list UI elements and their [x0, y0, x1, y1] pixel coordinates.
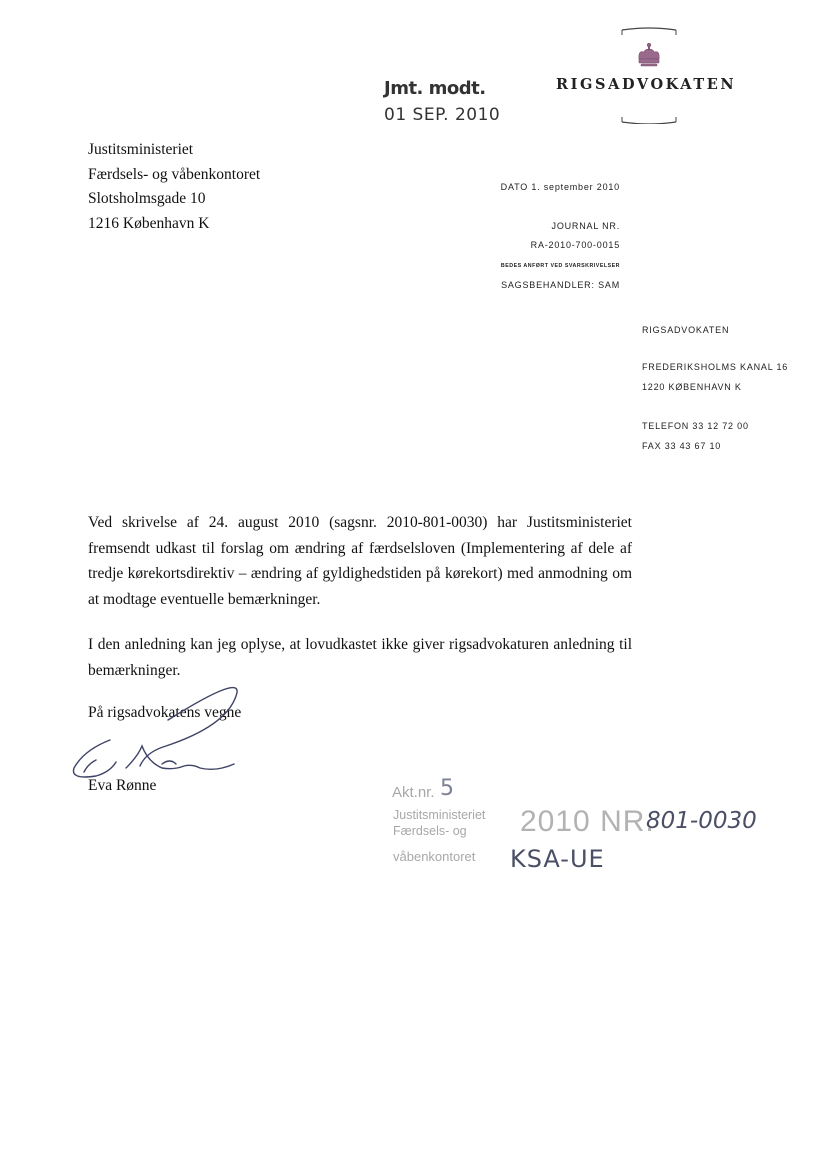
received-stamp — [384, 78, 500, 125]
sender-name: RIGSADVOKATEN — [642, 325, 730, 335]
registration-akt-number: 5 — [440, 776, 454, 801]
registration-case-number: 801-0030 — [646, 808, 757, 834]
recipient-line: Færdsels- og våbenkontoret — [88, 165, 261, 183]
sender-fax: FAX 33 43 67 10 — [642, 441, 722, 451]
registration-unit: KSA-UE — [510, 845, 605, 873]
case-handler: SAGSBEHANDLER: SAM — [501, 280, 620, 290]
registration-line: Justitsministeriet — [393, 808, 486, 822]
journal-label: JOURNAL NR. — [551, 221, 620, 231]
received-stamp-label: Jmt. modt. — [384, 78, 486, 99]
handwritten-signature — [66, 676, 246, 786]
received-stamp-date: 01 SEP. 2010 — [384, 105, 501, 125]
sender-city: 1220 KØBENHAVN K — [642, 382, 742, 392]
registration-line: Færdsels- og — [393, 824, 467, 838]
journal-note: BEDES ANFØRT VED SVARSKRIVELSER — [500, 263, 620, 269]
registration-akt-label: Akt.nr. — [392, 784, 435, 801]
brand-name: RIGSADVOKATEN — [556, 76, 737, 93]
crown-emblem — [620, 26, 678, 124]
recipient-line: 1216 København K — [88, 214, 210, 232]
signer-name: Eva Rønne — [88, 777, 157, 794]
recipient-line: Justitsministeriet — [88, 141, 194, 158]
journal-number: RA-2010-700-0015 — [530, 240, 620, 250]
body-paragraph-2: I den anledning kan jeg oplyse, at lovudkastet ikke giver rigsadvokaturen anledning til bemærkninger. — [88, 636, 632, 679]
recipient-address — [88, 138, 260, 236]
sender-phone: TELEFON 33 12 72 00 — [642, 421, 749, 431]
body-paragraph-1: Ved skrivelse af 24. august 2010 (sagsnr. 2010-801-0030) har Justitsministeriet fremsendt udkast til forslag om ændring af færdselsloven (Implementering af dele af tredje kørekortsdirektiv – ændring af gyldighedstiden på kørekort) med anmodning om at modtage eventuelle bemærkninger. — [88, 514, 632, 608]
registration-stamp-office — [393, 807, 485, 865]
letter-date: DATO 1. september 2010 — [500, 182, 620, 192]
registration-nr-prefix: 2010 NR. — [520, 805, 655, 838]
sender-street: FREDERIKSHOLMS KANAL 16 — [642, 362, 789, 372]
closing-line: På rigsadvokatens vegne — [88, 704, 242, 721]
registration-line: våbenkontoret — [393, 849, 476, 864]
recipient-line: Slotsholmsgade 10 — [88, 190, 206, 207]
